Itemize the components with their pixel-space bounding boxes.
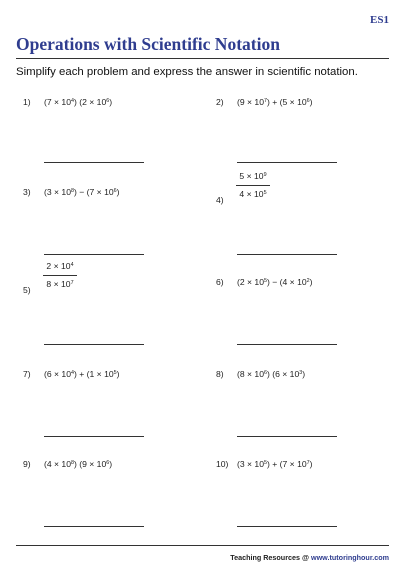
- problem-number: 2): [216, 97, 224, 107]
- instructions: Simplify each problem and express the answer in scientific notation.: [16, 66, 358, 78]
- fraction-denominator: $4 \times 10^5$: [239, 189, 267, 199]
- problem-expression: $(6 \times 10^4) + (1 \times 10^5)$: [44, 369, 120, 379]
- problem-fraction: [43, 261, 77, 289]
- problem-fraction: [236, 171, 270, 199]
- problem-number: 4): [216, 195, 224, 205]
- fraction-numerator: $2 \times 10^4$: [46, 261, 74, 271]
- problem-expression: $(9 \times 10^7) + (5 \times 10^6)$: [237, 97, 313, 107]
- problem-expression: $(8 \times 10^6)$ $(6 \times 10^3)$: [237, 369, 306, 379]
- fraction-bar: [236, 185, 270, 186]
- title-rule: [16, 58, 389, 59]
- worksheet-code: ES1: [370, 14, 389, 26]
- fraction-numerator: $5 \times 10^9$: [239, 171, 267, 181]
- answer-line[interactable]: [44, 436, 144, 437]
- answer-line[interactable]: [237, 526, 337, 527]
- answer-line[interactable]: [237, 436, 337, 437]
- problem-number: 3): [23, 187, 31, 197]
- problem-number: 7): [23, 369, 31, 379]
- problem-number: 8): [216, 369, 224, 379]
- answer-line[interactable]: [237, 254, 337, 255]
- answer-line[interactable]: [44, 344, 144, 345]
- problem-expression: $(4 \times 10^8)$ $(9 \times 10^6)$: [44, 459, 113, 469]
- problem-number: 6): [216, 277, 224, 287]
- fraction-bar: [43, 275, 77, 276]
- problem-expression: $(2 \times 10^5) - (4 \times 10^2)$: [237, 277, 313, 287]
- problem-number: 10): [216, 459, 229, 469]
- answer-line[interactable]: [44, 162, 144, 163]
- answer-line[interactable]: [44, 526, 144, 527]
- answer-line[interactable]: [44, 254, 144, 255]
- answer-line[interactable]: [237, 162, 337, 163]
- problem-expression: $(7 \times 10^4)$ $(2 \times 10^6)$: [44, 97, 113, 107]
- answer-line[interactable]: [237, 344, 337, 345]
- problem-number: 1): [23, 97, 31, 107]
- problem-expression: $(3 \times 10^8) - (7 \times 10^6)$: [44, 187, 120, 197]
- problem-number: 9): [23, 459, 31, 469]
- worksheet-title: Operations with Scientific Notation: [16, 34, 280, 54]
- footer: [230, 553, 389, 562]
- footer-url[interactable]: www.tutoringhour.com: [311, 553, 389, 562]
- problem-expression: $(3 \times 10^5) + (7 \times 10^7)$: [237, 459, 313, 469]
- fraction-denominator: $8 \times 10^7$: [46, 279, 74, 289]
- problem-number: 5): [23, 285, 31, 295]
- footer-rule: [16, 545, 389, 546]
- footer-label: Teaching Resources @: [230, 553, 311, 562]
